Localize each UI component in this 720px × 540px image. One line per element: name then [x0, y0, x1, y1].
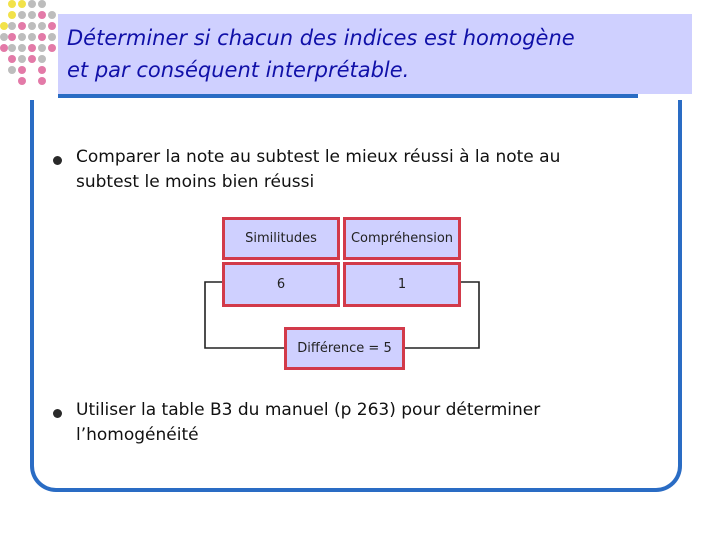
header-similitudes-label: Similitudes — [245, 231, 317, 246]
slide-title-line-2: et par conséquent interprétable. — [67, 58, 410, 82]
header-comprehension-label: Compréhension — [350, 231, 454, 246]
difference-result — [284, 327, 405, 370]
bullet-text-line: l’homogénéité — [76, 425, 199, 445]
bullet-text-line: subtest le moins bien réussi — [76, 172, 315, 192]
slide-title-line-1: Déterminer si chacun des indices est homogène — [67, 26, 575, 50]
value-comprehension-label: 1 — [397, 277, 407, 292]
bullet-dot — [53, 409, 62, 418]
value-similitudes — [222, 262, 340, 307]
difference-result-label: Différence = 5 — [297, 341, 392, 356]
header-similitudes — [222, 217, 340, 260]
bullet-text-line: Utiliser la table B3 du manuel (p 263) pour déterminer — [76, 400, 541, 420]
header-comprehension — [343, 217, 461, 260]
value-similitudes-label: 6 — [276, 277, 286, 292]
bullet-text-line: Comparer la note au subtest le mieux réussi à la note au — [76, 147, 561, 167]
bullet-text-table — [76, 398, 540, 448]
value-comprehension — [343, 262, 461, 307]
